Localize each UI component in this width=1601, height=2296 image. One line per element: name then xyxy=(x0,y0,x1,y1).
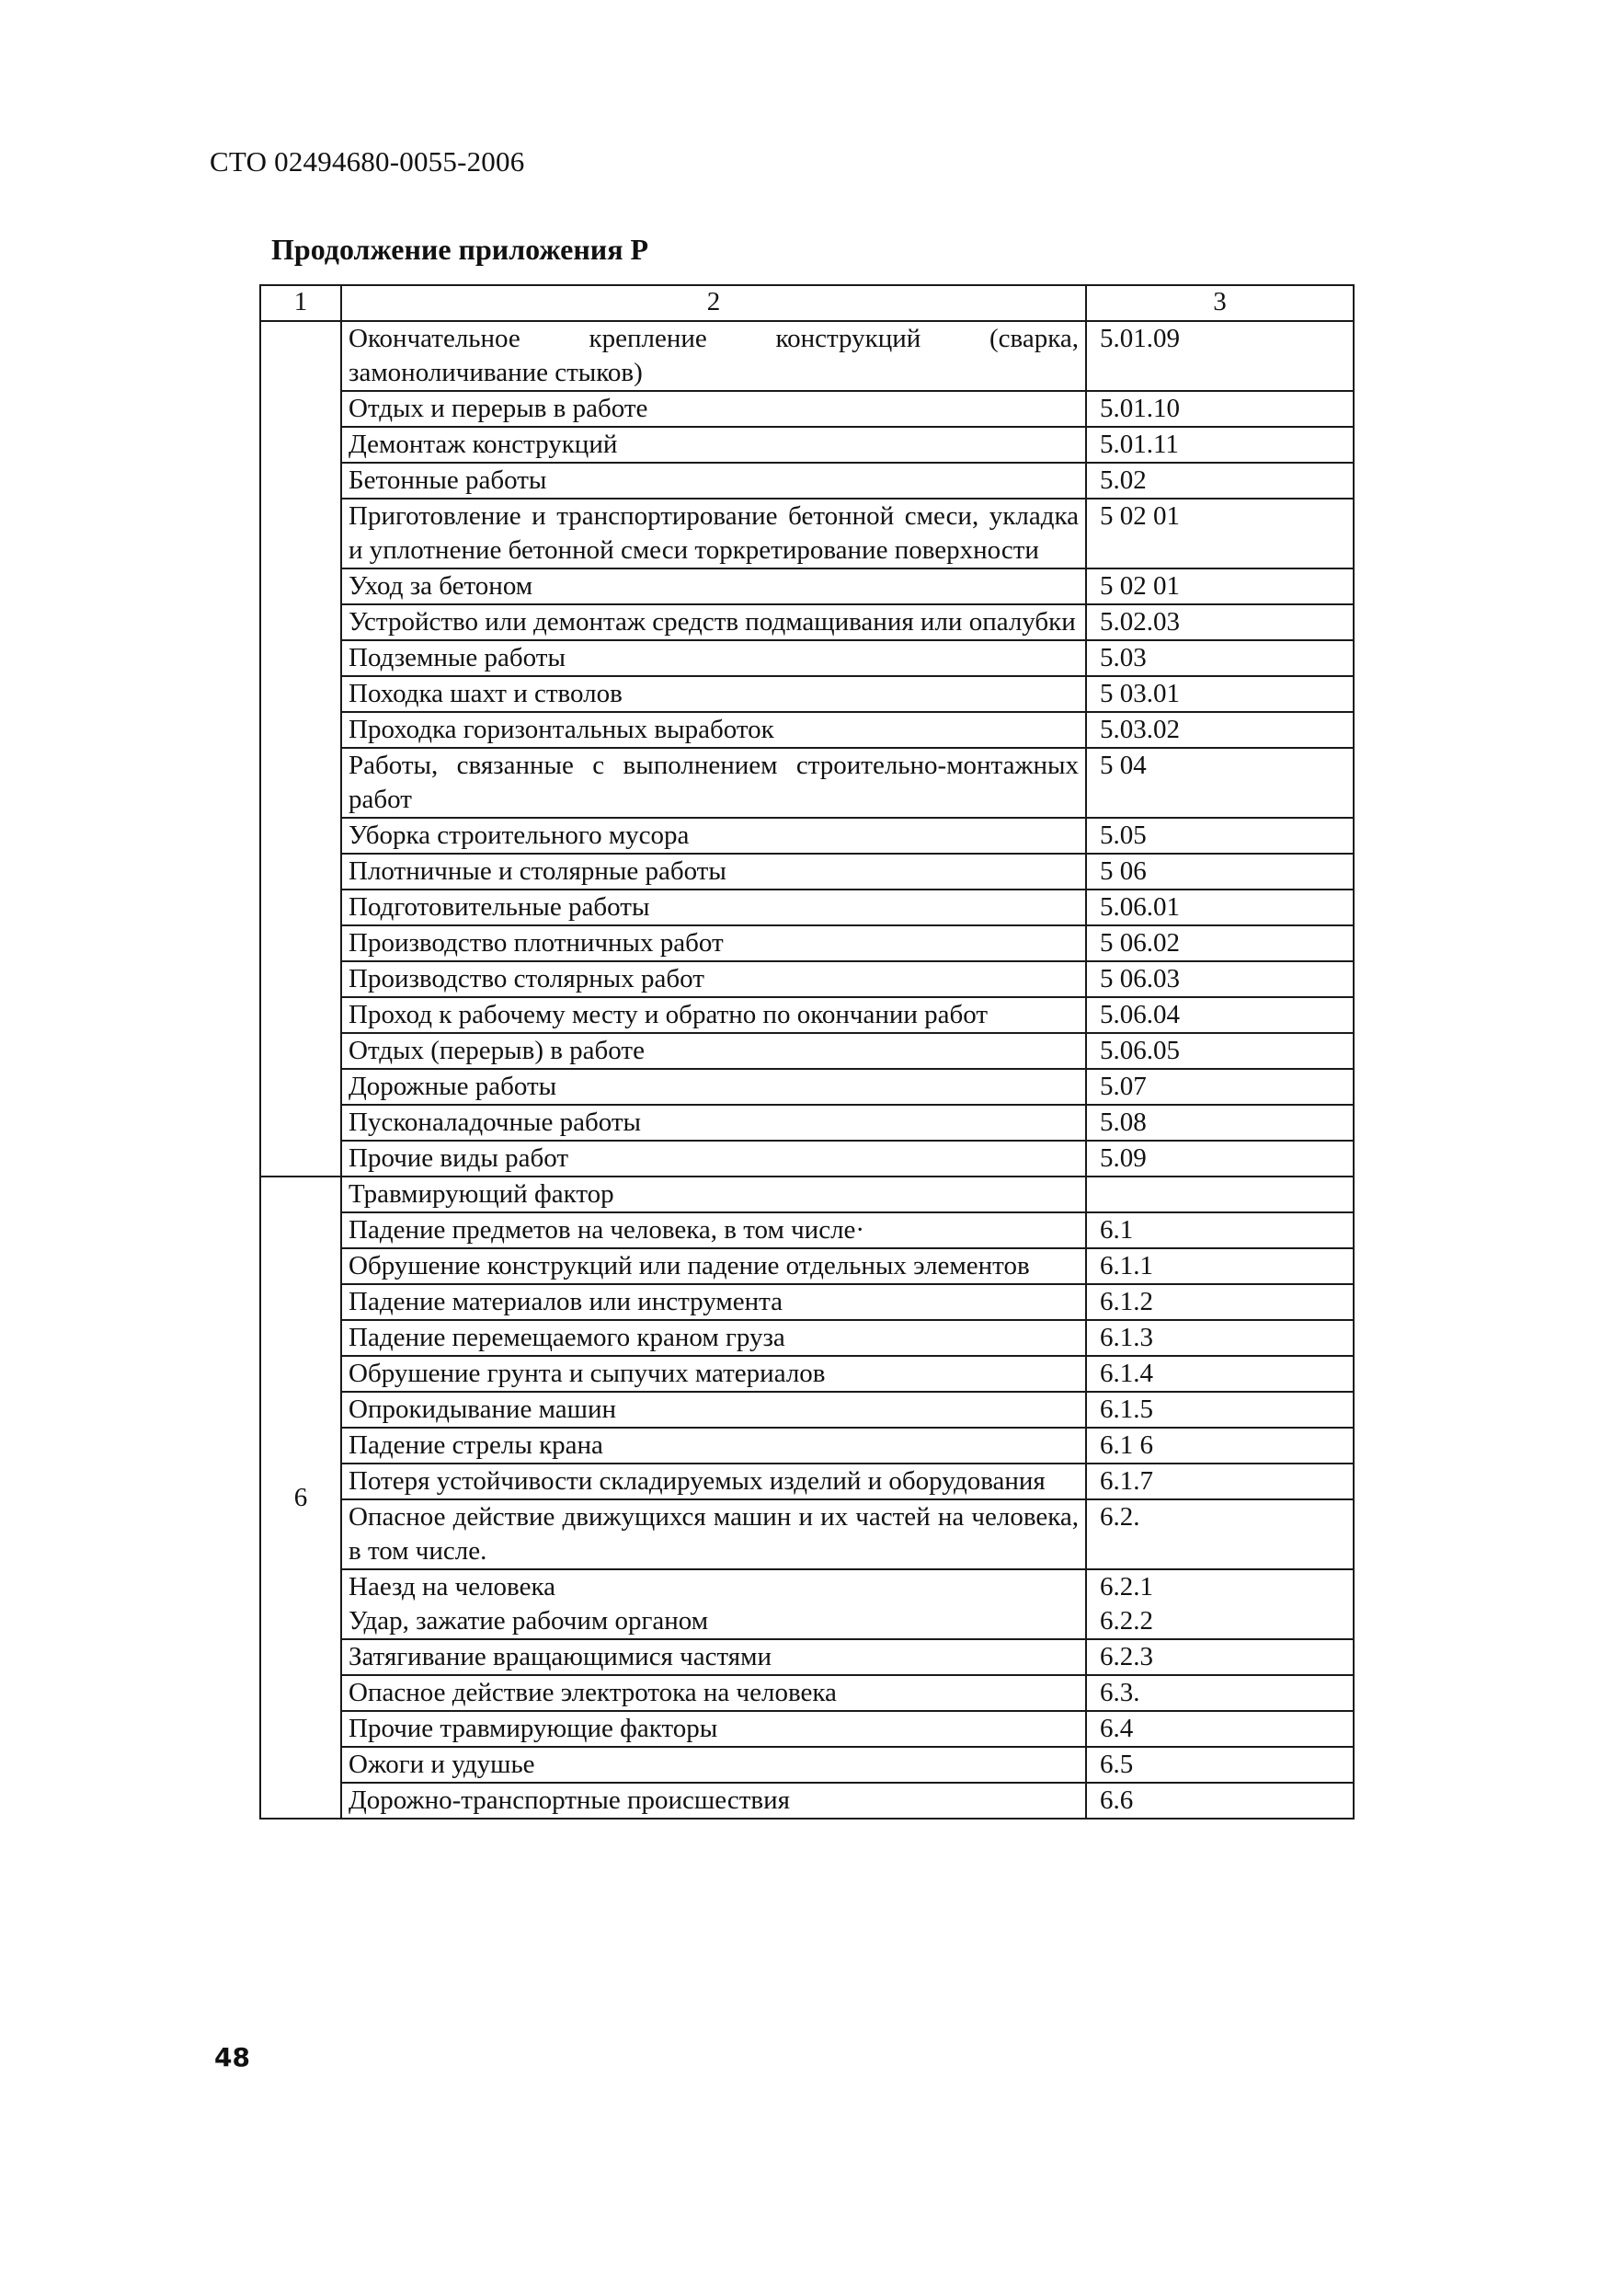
row-name: Дорожно-транспортные происшествия xyxy=(341,1783,1086,1819)
table-row xyxy=(260,1212,1354,1248)
table-row xyxy=(260,1320,1354,1356)
row-code: 6.1.3 xyxy=(1086,1320,1354,1356)
table-row xyxy=(260,321,1354,391)
row-code: 6.1.2 xyxy=(1086,1284,1354,1320)
table-row xyxy=(260,640,1354,676)
table-row xyxy=(260,1639,1354,1675)
row-name: Падение предметов на человека, в том числе· xyxy=(341,1212,1086,1248)
row-name: Проход к рабочему месту и обратно по окончании работ xyxy=(341,997,1086,1033)
row-name: Обрушение грунта и сыпучих материалов xyxy=(341,1356,1086,1392)
row-code: 5.01.11 xyxy=(1086,427,1354,463)
data-table xyxy=(259,284,1355,1820)
row-name: Уборка строительного мусора xyxy=(341,818,1086,854)
table-row xyxy=(260,961,1354,997)
row-name: Производство столярных работ xyxy=(341,961,1086,997)
column-header: 3 xyxy=(1086,285,1354,321)
table-row xyxy=(260,925,1354,961)
table-row xyxy=(260,1783,1354,1819)
row-code: 6.2. xyxy=(1086,1499,1354,1569)
table-header-row xyxy=(260,285,1354,321)
column-header: 2 xyxy=(341,285,1086,321)
row-name: Подготовительные работы xyxy=(341,890,1086,925)
table-row xyxy=(260,1105,1354,1141)
row-name: Приготовление и транспортирование бетонной смеси, укладка и уплотнение бетонной смеси торкретирование поверхности xyxy=(341,499,1086,568)
table-row xyxy=(260,748,1354,818)
table-row xyxy=(260,676,1354,712)
row-name: Падение стрелы крана xyxy=(341,1428,1086,1464)
row-name: Опрокидывание машин xyxy=(341,1392,1086,1428)
row-name: Производство плотничных работ xyxy=(341,925,1086,961)
table-row xyxy=(260,463,1354,499)
row-name: Наезд на человека xyxy=(349,1572,555,1601)
row-name: Прочие травмирующие факторы xyxy=(341,1711,1086,1747)
group-cell: 6 xyxy=(260,1177,341,1819)
row-name: Отдых (перерыв) в работе xyxy=(341,1033,1086,1069)
row-name: Походка шахт и стволов xyxy=(341,676,1086,712)
table-row xyxy=(260,1141,1354,1177)
row-code: 5.06.05 xyxy=(1086,1033,1354,1069)
row-code: 5.09 xyxy=(1086,1141,1354,1177)
table-row xyxy=(260,427,1354,463)
row-code: 5 06.03 xyxy=(1086,961,1354,997)
row-name: Работы, связанные с выполнением строительно-монтажных работ xyxy=(341,748,1086,818)
table-row xyxy=(260,499,1354,568)
table-row xyxy=(260,1392,1354,1428)
row-code: 5.05 xyxy=(1086,818,1354,854)
table-row xyxy=(260,1675,1354,1711)
row-name: Проходка горизонтальных выработок xyxy=(341,712,1086,748)
row-name: Уход за бетоном xyxy=(341,568,1086,604)
row-code: 5.03 xyxy=(1086,640,1354,676)
row-name: Потеря устойчивости складируемых изделий и оборудования xyxy=(341,1464,1086,1499)
row-code: 5 03.01 xyxy=(1086,676,1354,712)
row-code: 6.3. xyxy=(1086,1675,1354,1711)
table-row xyxy=(260,997,1354,1033)
row-name: Падение материалов или инструмента xyxy=(341,1284,1086,1320)
table-row xyxy=(260,1177,1354,1212)
row-name: Опасное действие движущихся машин и их частей на человека, в том числе. xyxy=(341,1499,1086,1569)
row-code: 6.1.7 xyxy=(1086,1464,1354,1499)
table-row xyxy=(260,1428,1354,1464)
row-code: 6.5 xyxy=(1086,1747,1354,1783)
row-code: 6.1.4 xyxy=(1086,1356,1354,1392)
row-code: 5 02 01 xyxy=(1086,568,1354,604)
row-code: 6.2.1 xyxy=(1100,1572,1153,1601)
row-code: 5 02 01 xyxy=(1086,499,1354,568)
row-name: Падение перемещаемого краном груза xyxy=(341,1320,1086,1356)
row-name: Пусконаладочные работы xyxy=(341,1105,1086,1141)
column-header: 1 xyxy=(260,285,341,321)
row-name: Затягивание вращающимися частями xyxy=(341,1639,1086,1675)
row-name: Отдых и перерыв в работе xyxy=(341,391,1086,427)
row-name: Подземные работы xyxy=(341,640,1086,676)
table-row xyxy=(260,1747,1354,1783)
table-row xyxy=(260,890,1354,925)
row-code: 6.1 6 xyxy=(1086,1428,1354,1464)
row-code: 6.1.1 xyxy=(1086,1248,1354,1284)
table-row xyxy=(260,1248,1354,1284)
row-name: Устройство или демонтаж средств подмащивания или опалубки xyxy=(341,604,1086,640)
row-name-pair xyxy=(341,1569,1086,1639)
row-code: 5 04 xyxy=(1086,748,1354,818)
table-row xyxy=(260,1033,1354,1069)
row-name: Обрушение конструкций или падение отдельных элементов xyxy=(341,1248,1086,1284)
table-row xyxy=(260,854,1354,890)
table-row xyxy=(260,568,1354,604)
table-row xyxy=(260,1356,1354,1392)
row-code: 5.02 xyxy=(1086,463,1354,499)
row-code: 6.4 xyxy=(1086,1711,1354,1747)
row-code: 5.02.03 xyxy=(1086,604,1354,640)
row-name: Окончательное крепление конструкций (сварка, замоноличивание стыков) xyxy=(341,321,1086,391)
table-row xyxy=(260,818,1354,854)
table-row xyxy=(260,1499,1354,1569)
table-row xyxy=(260,1069,1354,1105)
row-code: 6.2.2 xyxy=(1100,1606,1153,1636)
table-row xyxy=(260,1711,1354,1747)
table-row xyxy=(260,712,1354,748)
table-row xyxy=(260,604,1354,640)
table-row xyxy=(260,1464,1354,1499)
row-code xyxy=(1086,1177,1354,1212)
document-code: СТО 02494680-0055-2006 xyxy=(210,145,525,178)
section-title: Продолжение приложения Р xyxy=(271,233,649,266)
row-code: 6.1.5 xyxy=(1086,1392,1354,1428)
row-code: 5.07 xyxy=(1086,1069,1354,1105)
table-row xyxy=(260,1569,1354,1639)
row-name: Удар, зажатие рабочим органом xyxy=(349,1606,709,1636)
row-code: 5.06.01 xyxy=(1086,890,1354,925)
group-cell-empty xyxy=(260,321,341,1177)
row-code: 5 06 xyxy=(1086,854,1354,890)
row-name: Бетонные работы xyxy=(341,463,1086,499)
row-code: 5 06.02 xyxy=(1086,925,1354,961)
table-row xyxy=(260,391,1354,427)
row-code: 6.1 xyxy=(1086,1212,1354,1248)
row-code: 6.2.3 xyxy=(1086,1639,1354,1675)
table-row xyxy=(260,1284,1354,1320)
page-number: 48 xyxy=(214,2042,250,2072)
row-name: Травмирующий фактор xyxy=(341,1177,1086,1212)
row-code: 6.6 xyxy=(1086,1783,1354,1819)
row-name: Прочие виды работ xyxy=(341,1141,1086,1177)
row-code-pair xyxy=(1086,1569,1354,1639)
row-code: 5.08 xyxy=(1086,1105,1354,1141)
row-code: 5.06.04 xyxy=(1086,997,1354,1033)
row-name: Дорожные работы xyxy=(341,1069,1086,1105)
row-code: 5.01.09 xyxy=(1086,321,1354,391)
row-code: 5.01.10 xyxy=(1086,391,1354,427)
row-name: Демонтаж конструкций xyxy=(341,427,1086,463)
row-code: 5.03.02 xyxy=(1086,712,1354,748)
row-name: Опасное действие электротока на человека xyxy=(341,1675,1086,1711)
row-name: Плотничные и столярные работы xyxy=(341,854,1086,890)
row-name: Ожоги и удушье xyxy=(341,1747,1086,1783)
